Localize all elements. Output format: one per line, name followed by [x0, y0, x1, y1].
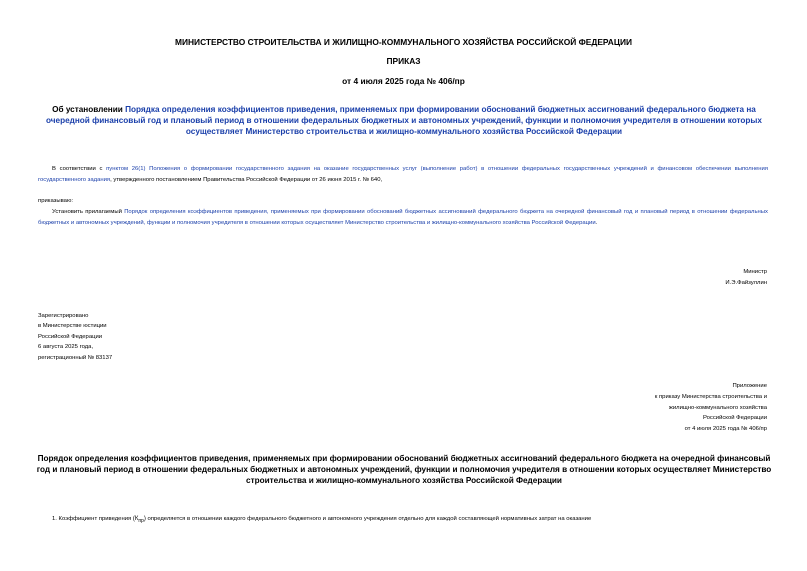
- registration-line: в Министерстве юстиции: [38, 323, 107, 330]
- document-title: [34, 104, 774, 138]
- appendix-line: Приложение: [732, 383, 767, 389]
- clause-1-end: определяется в отношении каждого федерального бюджетного и автономного учреждения отдельно для каждой составляющей нормативных затрат на оказание: [145, 516, 592, 522]
- order-text-start: Установить прилагаемый: [52, 209, 125, 215]
- signature-position: Министр: [743, 269, 767, 275]
- procedure-title: Порядок определения коэффициентов приведения, применяемых при формировании обоснований бюджетных ассигнований федерального бюджета на очередной финансовый год и плановый период в отношении федеральных бюджетных и автономных учреждений, функции и полномочия учредителя в отношении которых осуществляет Министерство строительства и жилищно-коммунального хозяйства Российской Федерации: [36, 454, 772, 486]
- order-paragraph: [38, 207, 768, 228]
- document-type: ПРИКАЗ: [386, 56, 421, 66]
- title-procedure-link[interactable]: Порядка определения коэффициентов приведения, применяемых при формировании обоснований бюджетных ассигнований федерального бюджета на очередной финансовый год и плановый период в отношении федеральных бюджетных и автономных учреждений, функции и полномочия учредителя в отношении которых осуществляет Министерство строительства и жилищно-коммунального хозяйства Российской Федерации: [46, 105, 762, 137]
- registration-block: [38, 311, 112, 363]
- clause-1: [38, 514, 768, 527]
- coefficient-symbol: $(К_{пр})$: [132, 516, 146, 525]
- order-word: приказываю:: [38, 198, 74, 204]
- preamble-paragraph: [38, 164, 768, 185]
- registration-line: 6 августа 2025 года,: [38, 344, 94, 351]
- preamble-text-end: , утвержденного постановлением Правительства Российской Федерации от 26 июня 2015 г. № 640,: [110, 176, 383, 183]
- appendix-line: Российской Федерации: [702, 415, 767, 422]
- title-prefix: Об установлении: [52, 105, 126, 114]
- signature-name: И.Э.Файзуллин: [725, 279, 767, 286]
- clause-1-start: 1. Коэффициент приведения: [52, 516, 133, 522]
- registration-line: Зарегистрировано: [38, 313, 89, 319]
- registration-line: регистрационный № 83137: [38, 354, 113, 361]
- ministry-header: МИНИСТЕРСТВО СТРОИТЕЛЬСТВА И ЖИЛИЩНО-КОММУНАЛЬНОГО ХОЗЯЙСТВА РОССИЙСКОЙ ФЕДЕРАЦИИ: [175, 37, 632, 47]
- preamble-text-start: В соответствии с: [52, 166, 107, 172]
- appendix-line: к приказу Министерства строительства и: [654, 393, 767, 400]
- preamble-regulation-link[interactable]: пунктом 26(1) Положения о формировании государственного задания на оказание государственных услуг (выполнение работ) в отношении федеральных государственных учреждений и финансовом обеспечении выполнения государственного задания: [38, 166, 768, 183]
- appendix-block: [655, 381, 767, 435]
- registration-line: Российской Федерации: [38, 333, 103, 340]
- order-procedure-link[interactable]: Порядок определения коэффициентов приведения, применяемых при формировании обоснований бюджетных ассигнований федерального бюджета на очередной финансовый год и плановый период в отношении федеральных бюджетных и автономных учреждений, функции и полномочия учредителя в отношении которых осуществляет Министерство строительства и жилищно-коммунального хозяйства Российской Федерации: [38, 209, 768, 226]
- order-text-end: .: [595, 219, 598, 226]
- signature-block: [725, 267, 767, 289]
- document-date: от 4 июля 2025 года № 406/пр: [342, 76, 465, 86]
- appendix-line: жилищно-коммунального хозяйства: [668, 404, 767, 411]
- appendix-line: от 4 июля 2025 года № 406/пр: [684, 426, 767, 433]
